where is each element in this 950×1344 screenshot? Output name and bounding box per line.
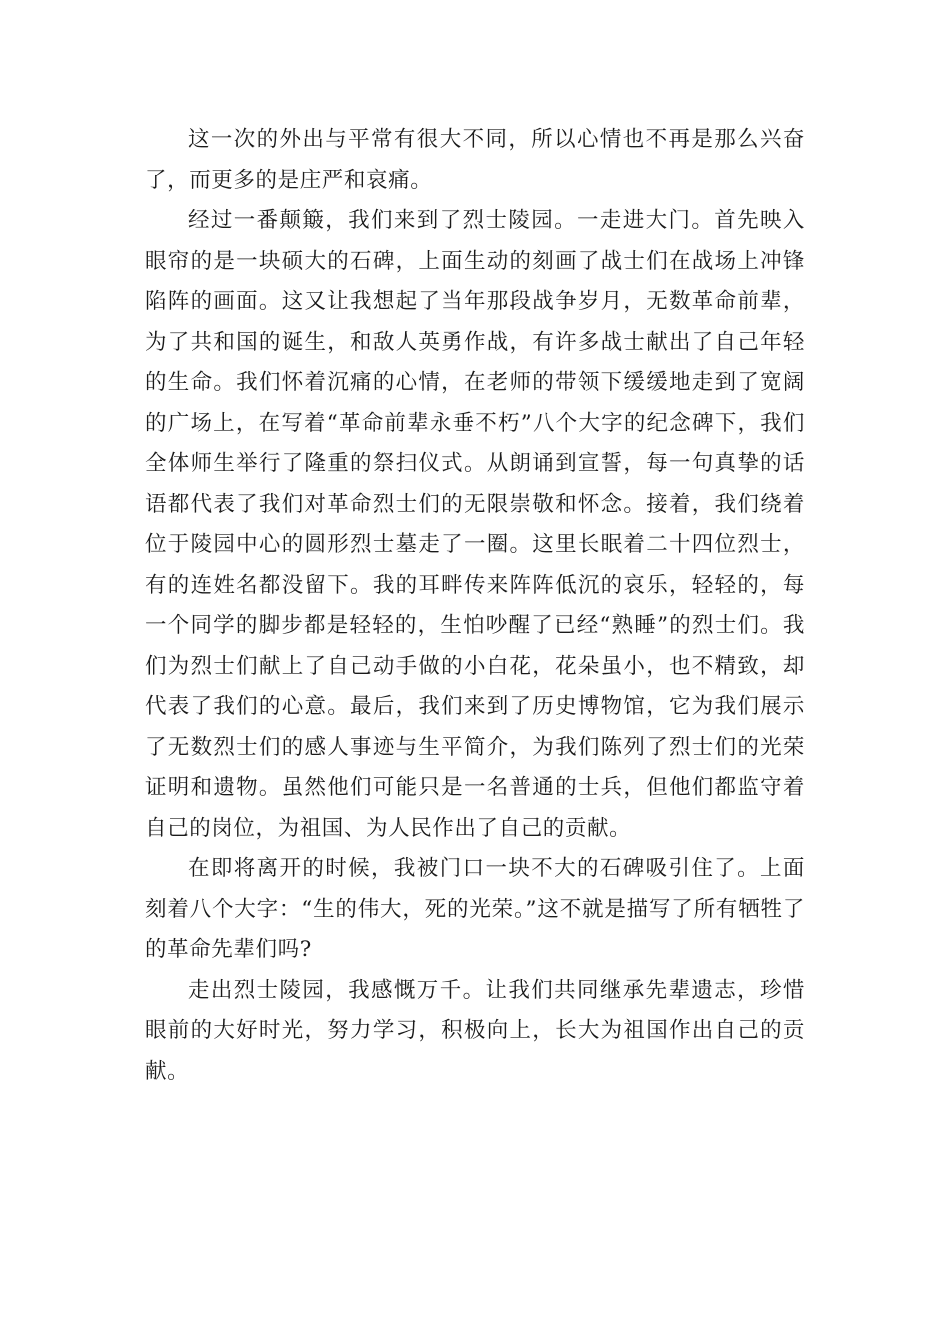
paragraph-1: 这一次的外出与平常有很大不同，所以心情也不再是那么兴奋了，而更多的是庄严和哀痛。 — [145, 127, 805, 193]
document-body — [145, 120, 805, 1092]
paragraph-4: 走出烈士陵园，我感慨万千。让我们共同继承先辈遗志，珍惜眼前的大好时光，努力学习，积极向上，长大为祖国作出自己的贡献。 — [145, 977, 805, 1084]
paragraph-3: 在即将离开的时候，我被门口一块不大的石碑吸引住了。上面刻着八个大字：“生的伟大，死的光荣。”这不就是描写了所有牺牲了的革命先辈们吗? — [145, 856, 805, 962]
paragraph-2: 经过一番颠簸，我们来到了烈士陵园。一走进大门。首先映入眼帘的是一块硕大的石碑，上面生动的刻画了战士们在战场上冲锋陷阵的画面。这又让我想起了当年那段战争岁月，无数革命前辈，为了共和国的诞生，和敌人英勇作战，有许多战士献出了自己年轻的生命。我们怀着沉痛的心情，在老师的带领下缓缓地走到了宽阔的广场上，在写着“革命前辈永垂不朽”八个大字的纪念碑下，我们全体师生举行了隆重的祭扫仪式。从朗诵到宣誓，每一句真挚的话语都代表了我们对革命烈士们的无限崇敬和怀念。接着，我们绕着位于陵园中心的圆形烈士墓走了一圈。这里长眠着二十四位烈士，有的连姓名都没留下。我的耳畔传来阵阵低沉的哀乐，轻轻的，每一个同学的脚步都是轻轻的，生怕吵醒了已经“熟睡”的烈士们。我们为烈士们献上了自己动手做的小白花，花朵虽小，也不精致，却代表了我们的心意。最后，我们来到了历史博物馆，它为我们展示了无数烈士们的感人事迹与生平简介，为我们陈列了烈士们的光荣证明和遗物。虽然他们可能只是一名普通的士兵，但他们都监守着自己的岗位，为祖国、为人民作出了自己的贡献。 — [145, 208, 805, 841]
